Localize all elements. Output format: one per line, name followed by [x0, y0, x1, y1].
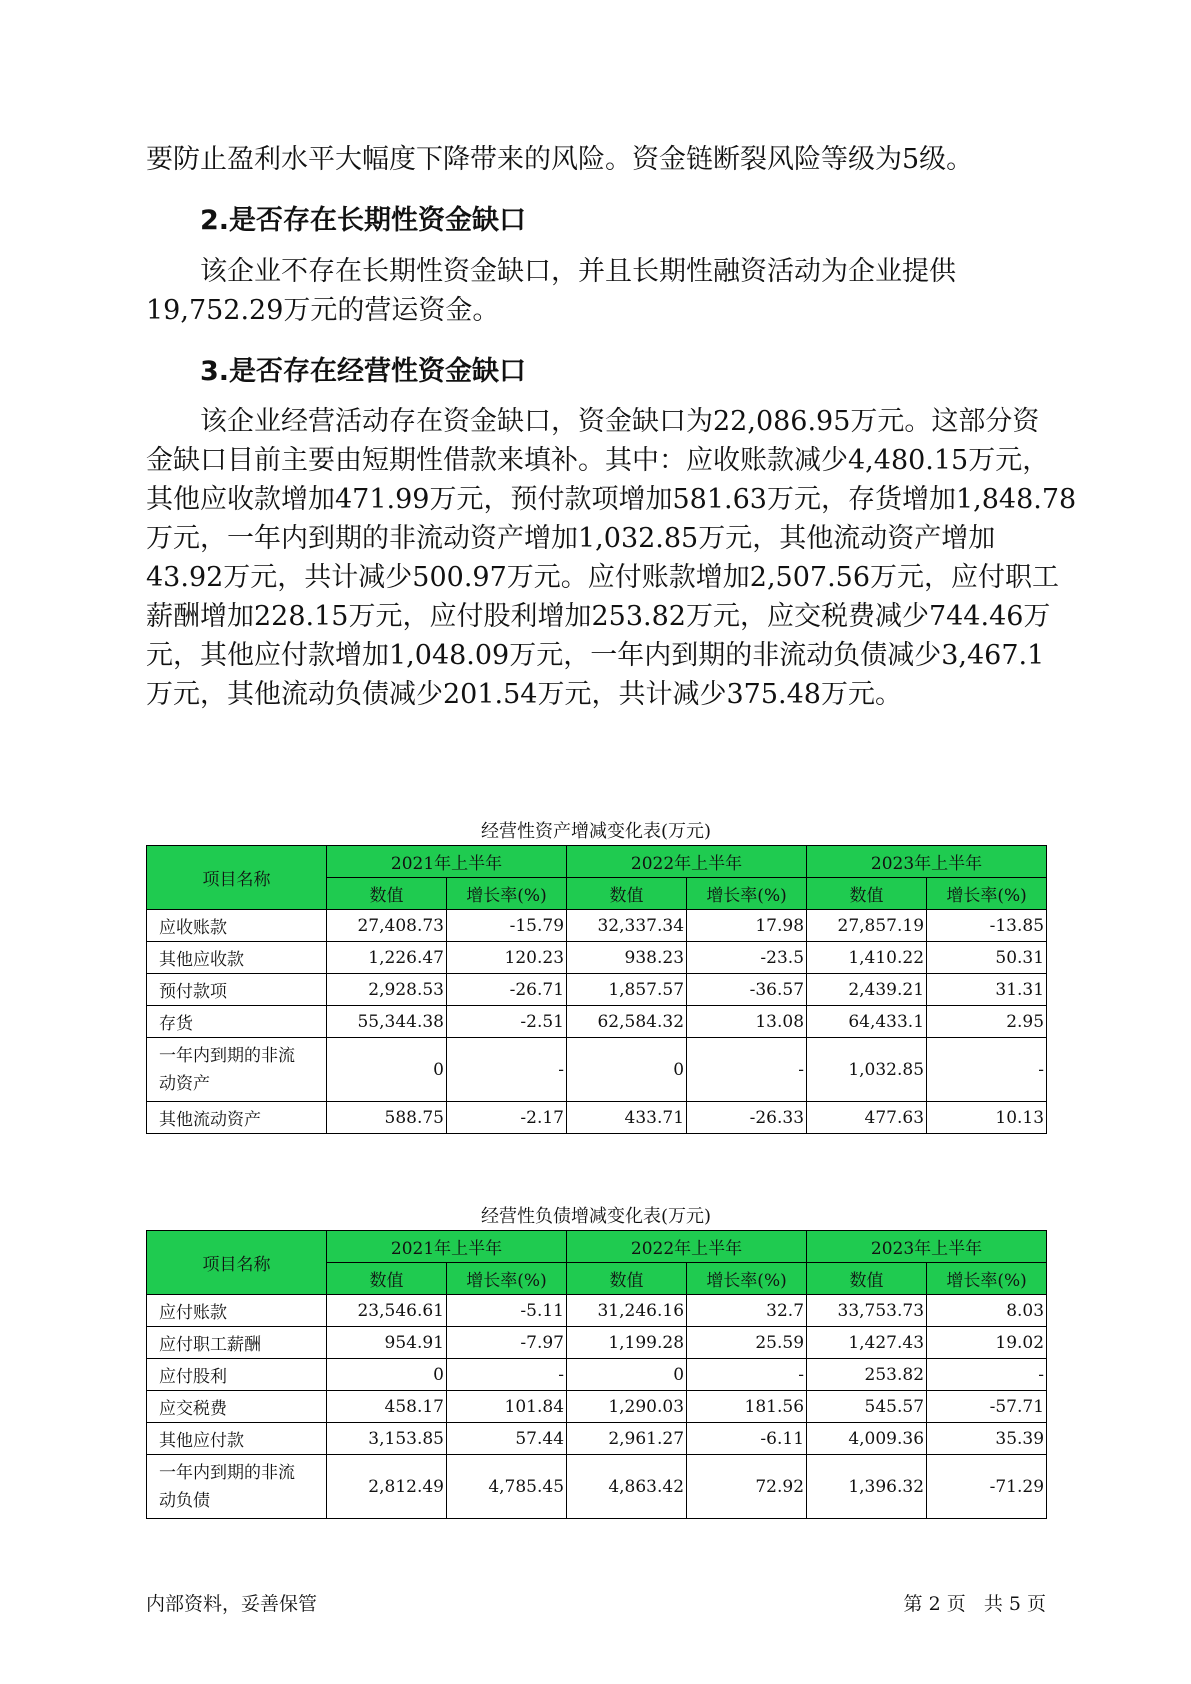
- cell-growth: -36.57: [687, 974, 807, 1006]
- cell-value: 0: [567, 1359, 687, 1391]
- paragraph-line: 其他应收款增加471.99万元，预付款项增加581.63万元，存货增加1,848.78: [146, 484, 1077, 515]
- cell-growth: -71.29: [927, 1455, 1047, 1519]
- paragraph-line: 金缺口目前主要由短期性借款来填补。其中：应收账款减少4,480.15万元，: [146, 445, 1050, 476]
- cell-growth: -26.33: [687, 1102, 807, 1134]
- column-header-growth: 增长率(%): [447, 878, 567, 910]
- column-header-name: 项目名称: [147, 846, 327, 910]
- paragraph-line: 万元，一年内到期的非流动资产增加1,032.85万元，其他流动资产增加: [146, 523, 996, 554]
- cell-value: 1,199.28: [567, 1327, 687, 1359]
- cell-value: 0: [327, 1038, 447, 1102]
- cell-growth: 17.98: [687, 910, 807, 942]
- column-header-growth: 增长率(%): [687, 1263, 807, 1295]
- cell-growth: -2.17: [447, 1102, 567, 1134]
- cell-growth: -13.85: [927, 910, 1047, 942]
- cell-value: 1,396.32: [807, 1455, 927, 1519]
- footer-confidential-note: 内部资料，妥善保管: [146, 1593, 318, 1615]
- cell-value: 0: [327, 1359, 447, 1391]
- operating-liabilities-table: [146, 1230, 1047, 1519]
- cell-value: 938.23: [567, 942, 687, 974]
- column-header-year: 2023年上半年: [807, 846, 1047, 878]
- paragraph-line: 该企业不存在长期性资金缺口，并且长期性融资活动为企业提供: [200, 256, 956, 287]
- cell-growth: -: [927, 1359, 1047, 1391]
- column-header-growth: 增长率(%): [687, 878, 807, 910]
- table-row: [147, 1038, 1047, 1102]
- table-row: [147, 1295, 1047, 1327]
- cell-value: 32,337.34: [567, 910, 687, 942]
- cell-growth: -26.71: [447, 974, 567, 1006]
- cell-value: 4,863.42: [567, 1455, 687, 1519]
- paragraph-line: 薪酬增加228.15万元，应付股利增加253.82万元，应交税费减少744.46万: [146, 601, 1051, 632]
- cell-value: 588.75: [327, 1102, 447, 1134]
- row-label: 应交税费: [147, 1391, 327, 1423]
- row-label: 存货: [147, 1006, 327, 1038]
- cell-growth: 19.02: [927, 1327, 1047, 1359]
- cell-growth: 31.31: [927, 974, 1047, 1006]
- cell-value: 23,546.61: [327, 1295, 447, 1327]
- paragraph-line: 万元，其他流动负债减少201.54万元，共计减少375.48万元。: [146, 679, 902, 710]
- cell-growth: -: [927, 1038, 1047, 1102]
- cell-value: 55,344.38: [327, 1006, 447, 1038]
- row-label: 预付款项: [147, 974, 327, 1006]
- column-header-year: 2022年上半年: [567, 1231, 807, 1263]
- cell-growth: 25.59: [687, 1327, 807, 1359]
- cell-growth: 50.31: [927, 942, 1047, 974]
- cell-value: 0: [567, 1038, 687, 1102]
- row-label-line: 一年内到期的非流: [159, 1045, 295, 1066]
- cell-value: 64,433.1: [807, 1006, 927, 1038]
- table-row: [147, 1391, 1047, 1423]
- cell-growth: -: [687, 1038, 807, 1102]
- row-label: 应付账款: [147, 1295, 327, 1327]
- row-label: 应付职工薪酬: [147, 1327, 327, 1359]
- operating-assets-table: [146, 845, 1047, 1134]
- column-header-value: 数值: [327, 878, 447, 910]
- paragraph-long-term-gap: [146, 252, 1046, 330]
- cell-value: 545.57: [807, 1391, 927, 1423]
- cell-growth: -23.5: [687, 942, 807, 974]
- table-row: [147, 1359, 1047, 1391]
- column-header-value: 数值: [807, 878, 927, 910]
- cell-growth: -5.11: [447, 1295, 567, 1327]
- cell-value: 1,226.47: [327, 942, 447, 974]
- cell-growth: 2.95: [927, 1006, 1047, 1038]
- table-row: [147, 1006, 1047, 1038]
- row-label: [147, 1038, 327, 1102]
- column-header-name: 项目名称: [147, 1231, 327, 1295]
- column-header-value: 数值: [807, 1263, 927, 1295]
- paragraph-line: 19,752.29万元的营运资金。: [146, 295, 500, 326]
- column-header-year: 2021年上半年: [327, 846, 567, 878]
- cell-value: 3,153.85: [327, 1423, 447, 1455]
- cell-value: 2,961.27: [567, 1423, 687, 1455]
- cell-value: 33,753.73: [807, 1295, 927, 1327]
- cell-growth: 13.08: [687, 1006, 807, 1038]
- cell-value: 1,032.85: [807, 1038, 927, 1102]
- cell-growth: 72.92: [687, 1455, 807, 1519]
- cell-value: 1,427.43: [807, 1327, 927, 1359]
- paragraph-operating-gap: [146, 402, 1077, 714]
- table-row: [147, 910, 1047, 942]
- cell-growth: -57.71: [927, 1391, 1047, 1423]
- table-row: [147, 1423, 1047, 1455]
- row-label-line: 动资产: [159, 1073, 210, 1094]
- cell-growth: 120.23: [447, 942, 567, 974]
- row-label: 应收账款: [147, 910, 327, 942]
- cell-growth: -: [447, 1359, 567, 1391]
- cell-growth: -: [447, 1038, 567, 1102]
- row-label: 其他流动资产: [147, 1102, 327, 1134]
- cell-value: 2,439.21: [807, 974, 927, 1006]
- cell-growth: -7.97: [447, 1327, 567, 1359]
- row-label-line: 一年内到期的非流: [159, 1462, 295, 1483]
- row-label: [147, 1455, 327, 1519]
- cell-growth: 181.56: [687, 1391, 807, 1423]
- row-label: 其他应收款: [147, 942, 327, 974]
- cell-value: 433.71: [567, 1102, 687, 1134]
- column-header-value: 数值: [567, 878, 687, 910]
- cell-value: 458.17: [327, 1391, 447, 1423]
- cell-value: 27,408.73: [327, 910, 447, 942]
- table-caption-assets: 经营性资产增减变化表(万元): [480, 821, 712, 842]
- column-header-growth: 增长率(%): [927, 878, 1047, 910]
- cell-value: 954.91: [327, 1327, 447, 1359]
- column-header-year: 2021年上半年: [327, 1231, 567, 1263]
- cell-growth: 101.84: [447, 1391, 567, 1423]
- cell-growth: -: [687, 1359, 807, 1391]
- heading-operating-gap: 3.是否存在经营性资金缺口: [200, 356, 527, 387]
- cell-growth: 4,785.45: [447, 1455, 567, 1519]
- paragraph-risk-level: [146, 140, 1046, 179]
- cell-value: 2,928.53: [327, 974, 447, 1006]
- cell-value: 477.63: [807, 1102, 927, 1134]
- cell-growth: 8.03: [927, 1295, 1047, 1327]
- cell-growth: 32.7: [687, 1295, 807, 1327]
- paragraph-line: 要防止盈利水平大幅度下降带来的风险。资金链断裂风险等级为5级。: [146, 144, 974, 175]
- cell-value: 4,009.36: [807, 1423, 927, 1455]
- footer-page-number: 第 2 页 共 5 页: [903, 1593, 1046, 1615]
- row-label-line: 动负债: [159, 1490, 210, 1511]
- cell-growth: -15.79: [447, 910, 567, 942]
- column-header-year: 2022年上半年: [567, 846, 807, 878]
- cell-value: 1,290.03: [567, 1391, 687, 1423]
- row-label: 其他应付款: [147, 1423, 327, 1455]
- cell-growth: 35.39: [927, 1423, 1047, 1455]
- cell-value: 1,410.22: [807, 942, 927, 974]
- cell-value: 253.82: [807, 1359, 927, 1391]
- cell-growth: 10.13: [927, 1102, 1047, 1134]
- column-header-value: 数值: [567, 1263, 687, 1295]
- paragraph-line: 该企业经营活动存在资金缺口，资金缺口为22,086.95万元。这部分资: [200, 406, 1040, 437]
- column-header-year: 2023年上半年: [807, 1231, 1047, 1263]
- row-label: 应付股利: [147, 1359, 327, 1391]
- column-header-value: 数值: [327, 1263, 447, 1295]
- table-row: [147, 1327, 1047, 1359]
- paragraph-line: 元，其他应付款增加1,048.09万元，一年内到期的非流动负债减少3,467.1: [146, 640, 1045, 671]
- cell-growth: 57.44: [447, 1423, 567, 1455]
- cell-value: 62,584.32: [567, 1006, 687, 1038]
- table-row: [147, 1102, 1047, 1134]
- column-header-growth: 增长率(%): [927, 1263, 1047, 1295]
- paragraph-line: 43.92万元，共计减少500.97万元。应付账款增加2,507.56万元，应付职工: [146, 562, 1060, 593]
- cell-value: 27,857.19: [807, 910, 927, 942]
- cell-value: 2,812.49: [327, 1455, 447, 1519]
- cell-value: 31,246.16: [567, 1295, 687, 1327]
- cell-growth: -6.11: [687, 1423, 807, 1455]
- table-row: [147, 974, 1047, 1006]
- cell-growth: -2.51: [447, 1006, 567, 1038]
- column-header-growth: 增长率(%): [447, 1263, 567, 1295]
- table-row: [147, 1455, 1047, 1519]
- cell-value: 1,857.57: [567, 974, 687, 1006]
- table-caption-liabilities: 经营性负债增减变化表(万元): [480, 1206, 712, 1227]
- heading-long-term-gap: 2.是否存在长期性资金缺口: [200, 205, 527, 236]
- table-row: [147, 942, 1047, 974]
